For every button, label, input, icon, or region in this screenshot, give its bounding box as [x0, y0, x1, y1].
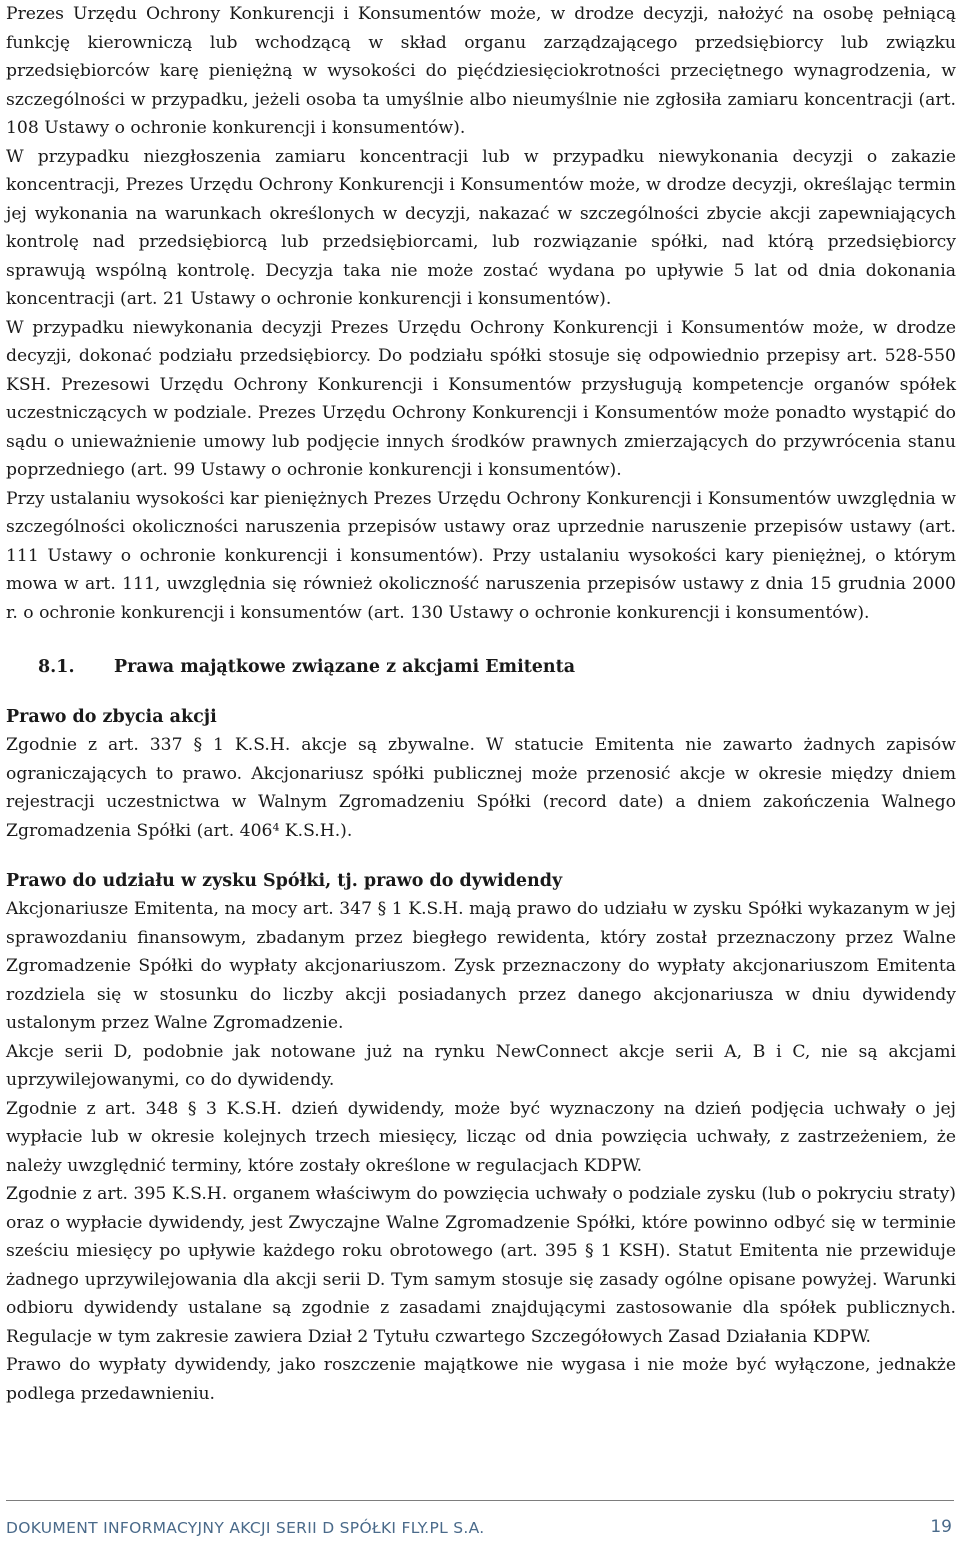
- subheading-transfer-right: Prawo do zbycia akcji: [6, 707, 217, 727]
- paragraph-uokik-penalty: Prezes Urzędu Ochrony Konkurencji i Konsumentów może, w drodze decyzji, nałożyć na osobę pełniącą funkcję kierowniczą lub wchodzącą w skład organu zarządzającego przedsiębiorcy lub związku przedsiębiorców karę pieniężną w wysokości do pięćdziesięciokrotności przeciętnego wynagrodzenia, w szczególności w przypadku, jeżeli osoba ta umyślnie albo nieumyślnie nie zgłosiła zamiaru koncentracji (art. 108 Ustawy o ochronie konkurencji i konsumentów).: [6, 4, 956, 138]
- paragraph-dividend-3: Zgodnie z art. 348 § 3 K.S.H. dzień dywidendy, może być wyznaczony na dzień podjęcia uchwały o jej wypłacie lub w okresie kolejnych trzech miesięcy, licząc od dnia powzięcia uchwały, z zastrzeżeniem, że należy uwzględnić terminy, które zostały określone w regulacjach KDPW.: [6, 1098, 956, 1176]
- section-title: Prawa majątkowe związane z akcjami Emitenta: [114, 657, 576, 677]
- paragraph-dividend-2: Akcje serii D, podobnie jak notowane już na rynku NewConnect akcje serii A, B i C, nie są akcjami uprzywilejowanymi, co do dywidendy.: [6, 1041, 956, 1090]
- paragraph-transfer-right: Zgodnie z art. 337 § 1 K.S.H. akcje są zbywalne. W statucie Emitenta nie zawarto żadnych zapisów ograniczających to prawo. Akcjonariusz spółki publicznej może przenosić akcje w okresie między dniem rejestracji uczestnictwa w Walnym Zgromadzeniu Spółki (record date) a dniem zakończenia Walnego Zgromadzenia Spółki (art. 406⁴ K.S.H.).: [6, 735, 956, 841]
- paragraph-company-division: W przypadku niewykonania decyzji Prezes Urzędu Ochrony Konkurencji i Konsumentów może, w drodze decyzji, dokonać podziału przedsiębiorcy. Do podziału spółki stosuje się odpowiednio przepisy art. 528-550 KSH. Prezesowi Urzędu Ochrony Konkurencji i Konsumentów przysługują kompetencje organów spółek uczestniczących w podziale. Prezes Urzędu Ochrony Konkurencji i Konsumentów może ponadto wystąpić do sądu o unieważnienie umowy lub podjęcie innych środków prawnych zmierzających do przywrócenia stanu poprzedniego (art. 99 Ustawy o ochronie konkurencji i konsumentów).: [6, 317, 956, 480]
- page-number: 19: [930, 1517, 952, 1537]
- document-page: [6, 0, 956, 1408]
- paragraph-dividend-4: Zgodnie z art. 395 K.S.H. organem właściwym do powzięcia uchwały o podziale zysku (lub o pokryciu straty) oraz o wypłacie dywidendy, jest Zwyczajne Walne Zgromadzenie Spółki, które powinno odbyć się w terminie sześciu miesięcy po upływie każdego roku obrotowego (art. 395 § 1 KSH). Statut Emitenta nie przewiduje żadnego uprzywilejowania dla akcji serii D. Tym samym stosuje się zasady ogólne opisane powyżej. Warunki odbioru dywidendy ustalane są zgodnie z zasadami znajdującymi zastosowanie dla spółek publicznych. Regulacje w tym zakresie zawiera Dział 2 Tytułu czwartego Szczegółowych Zasad Działania KDPW.: [6, 1184, 956, 1347]
- paragraph-dividend-5: Prawo do wypłaty dywidendy, jako roszczenie majątkowe nie wygasa i nie może być wyłączone, jednakże podlega przedawnieniu.: [6, 1355, 956, 1404]
- paragraph-concentration-order: W przypadku niezgłoszenia zamiaru koncentracji lub w przypadku niewykonania decyzji o zakazie koncentracji, Prezes Urzędu Ochrony Konkurencji i Konsumentów może, w drodze decyzji, określając termin jej wykonania na warunkach określonych w decyzji, nakazać w szczególności zbycie akcji zapewniających kontrolę nad przedsiębiorcą lub przedsiębiorcami, lub rozwiązanie spółki, nad którą przedsiębiorcy sprawują wspólną kontrolę. Decyzja taka nie może zostać wydana po upływie 5 lat od dnia dokonania koncentracji (art. 21 Ustawy o ochronie konkurencji i konsumentów).: [6, 146, 956, 309]
- footer-document-title: DOKUMENT INFORMACYJNY AKCJI SERII D SPÓŁKI FLY.PL S.A.: [6, 1519, 485, 1537]
- paragraph-dividend-1: Akcjonariusze Emitenta, na mocy art. 347 § 1 K.S.H. mają prawo do udziału w zysku Spółki wykazanym w jej sprawozdaniu finansowym, zbadanym przez biegłego rewidenta, który został przeznaczony przez Walne Zgromadzenie Spółki do wypłaty akcjonariuszom. Zysk przeznaczony do wypłaty akcjonariuszom Emitenta rozdziela się w stosunku do liczby akcji posiadanych przez danego akcjonariusza w dniu dywidendy ustalonym przez Walne Zgromadzenie.: [6, 899, 956, 1033]
- page-footer: [6, 1500, 954, 1537]
- section-heading: [6, 653, 956, 681]
- section-number: 8.1.: [38, 657, 75, 677]
- subheading-dividend-right: Prawo do udziału w zysku Spółki, tj. prawo do dywidendy: [6, 871, 563, 891]
- paragraph-penalty-amount: Przy ustalaniu wysokości kar pieniężnych Prezes Urzędu Ochrony Konkurencji i Konsumentów uwzględnia w szczególności okoliczności naruszenia przepisów ustawy oraz uprzednie naruszenie przepisów ustawy (art. 111 Ustawy o ochronie konkurencji i konsumentów). Przy ustalaniu wysokości kary pieniężnej, o którym mowa w art. 111, uwzględnia się również okoliczność naruszenia przepisów ustawy z dnia 15 grudnia 2000 r. o ochronie konkurencji i konsumentów (art. 130 Ustawy o ochronie konkurencji i konsumentów).: [6, 488, 956, 623]
